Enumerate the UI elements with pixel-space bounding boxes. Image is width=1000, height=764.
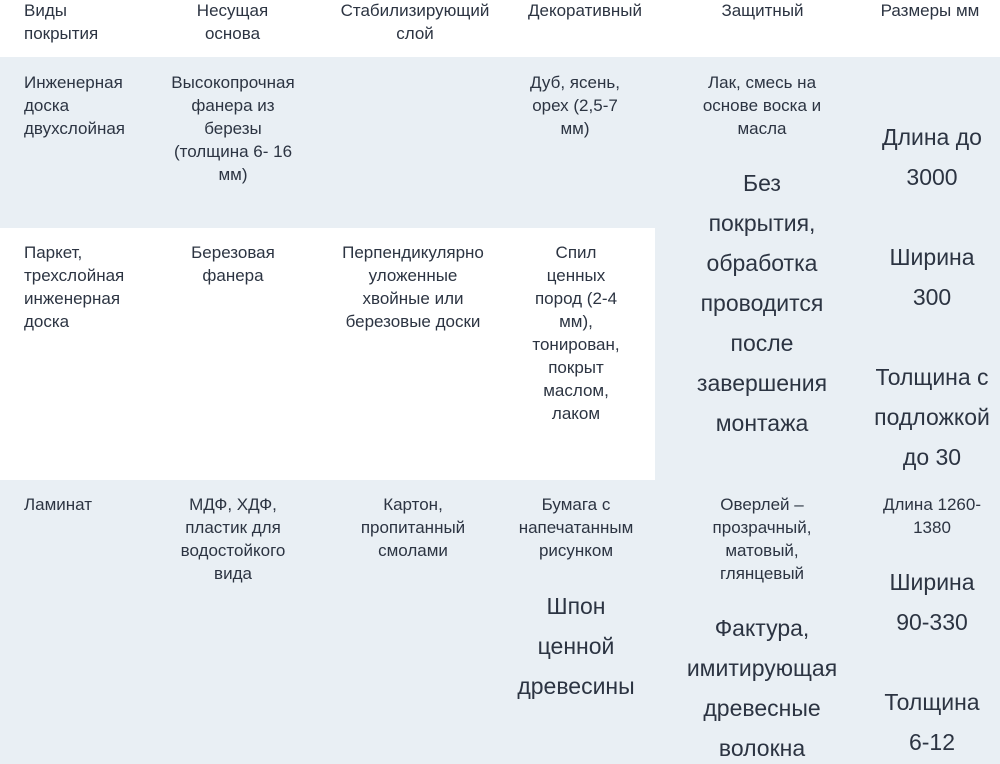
row3-stabilizing: Картон, пропитанный смолами	[360, 495, 466, 560]
row2-stabilizing: Перпендикулярно уложенные хвойные или березовые доски	[342, 243, 484, 331]
row3-sizes-small: Длина 1260- 1380	[883, 495, 981, 537]
row2-decorative: Спил ценных пород (2-4 мм), тонирован, покрыт маслом, лаком	[532, 243, 620, 423]
row2-base: Березовая фанера	[191, 243, 275, 285]
row3-base: МДФ, ХДФ, пластик для водостойкого вида	[180, 495, 286, 583]
row3-type: Ламинат	[24, 495, 93, 514]
row1-sizes: Длина до 3000 Ширина 300 Толщина с подложкой до 30	[874, 124, 990, 470]
row1-protective-alt: Без покрытия, обработка проводится после завершения монтажа	[696, 170, 828, 436]
row1-protective: Лак, смесь на основe воска и масла	[702, 73, 822, 138]
row3-decorative-alt: Шпон ценной древесины	[517, 593, 635, 699]
row3-decorative: Бумага с напечатанным рисунком	[518, 495, 634, 560]
row1-base: Высокопрочная фанера из березы (толщина 6- 16 мм)	[171, 73, 295, 184]
row2-type: Паркет, трехслойная инженерная доска	[24, 243, 125, 331]
header-decorative: Декоративный	[527, 1, 642, 20]
row1-type: Инженерная доска двухслойная	[24, 73, 125, 138]
header-base: Несущая основа	[196, 1, 269, 43]
row3-sizes-big: Ширина 90-330 Толщина 6-12	[884, 569, 980, 755]
row3-protective-alt: Фактура, имитирующая древесные волокна	[686, 615, 838, 761]
header-sizes: Размеры мм	[880, 1, 980, 20]
header-protective: Защитный	[721, 1, 804, 20]
header-type: Виды покрытия	[24, 1, 99, 43]
row1-decorative: Дуб, ясень, орех (2,5-7 мм)	[530, 73, 620, 138]
row3-protective: Оверлей – прозрачный, матовый, глянцевый	[712, 495, 812, 583]
header-stabilizing: Стабилизирующий слой	[340, 1, 490, 43]
